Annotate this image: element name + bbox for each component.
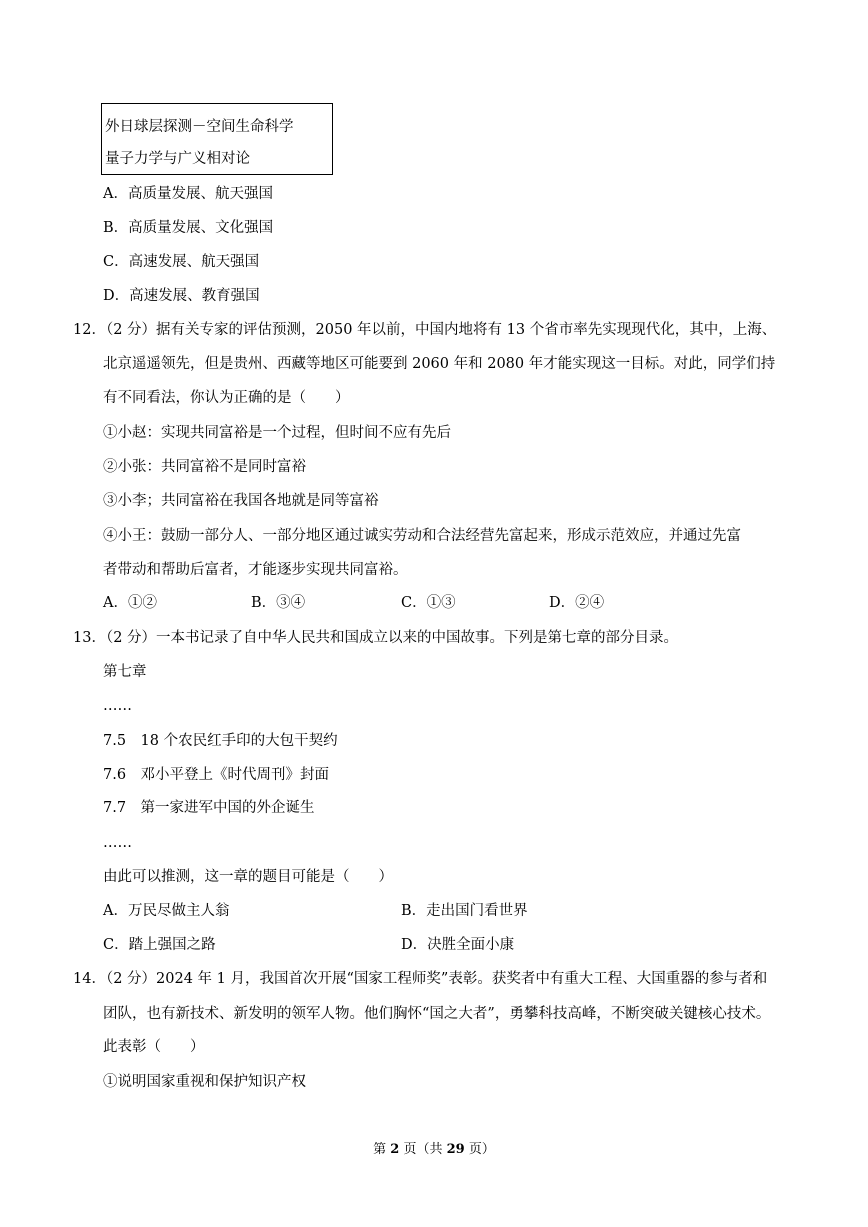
total-pages: 29 xyxy=(446,1142,465,1157)
q12-stem-line-1: 12．（2 分）据有关专家的评估预测，2050 年以前，中国内地将有 13 个省市率先实现现代化，其中，上海、 xyxy=(73,322,777,338)
q13-option-d: D．决胜全面小康 xyxy=(401,937,515,953)
q11-option-c: C．高速发展、航天强国 xyxy=(103,254,260,270)
q12-statement-4-line-2: 者带动和帮助后富者，才能逐步实现共同富裕。 xyxy=(103,562,408,578)
q14-stem-line-3: 此表彰（ ） xyxy=(103,1039,205,1055)
q12-option-a: A．①② xyxy=(103,595,157,611)
q14-stem-line-1: 14．（2 分）2024 年 1 月，我国首次开展“国家工程师奖”表彰。获奖者中有重大工程、大国重器的参与者和 xyxy=(73,971,768,987)
text-box xyxy=(101,103,333,175)
q13-option-a: A．万民尽做主人翁 xyxy=(103,903,230,919)
q12-statement-4-line-1: ④小王：鼓励一部分人、一部分地区通过诚实劳动和合法经营先富起来，形成示范效应，并通过先富 xyxy=(103,528,741,544)
q12-statement-3: ③小李；共同富裕在我国各地就是同等富裕 xyxy=(103,493,379,509)
q13-question: 由此可以推测，这一章的题目可能是（ ） xyxy=(103,869,393,885)
q13-toc-item-1: 7.5 18 个农民红手印的大包干契约 xyxy=(103,733,338,749)
footer-middle: 页（共 xyxy=(403,1142,443,1157)
q14-statement-1: ①说明国家重视和保护知识产权 xyxy=(103,1074,306,1090)
q12-option-d: D．②④ xyxy=(549,595,605,611)
q12-stem-line-2: 北京遥遥领先，但是贵州、西藏等地区可能要到 2060 年和 2080 年才能实现这一目标。对此，同学们持 xyxy=(103,356,776,372)
q13-ellipsis-2: …… xyxy=(103,835,132,851)
q13-stem: 13．（2 分）一本书记录了自中华人民共和国成立以来的中国故事。下列是第七章的部分目录。 xyxy=(73,630,679,646)
q12-stem-line-3: 有不同看法，你认为正确的是（ ） xyxy=(103,390,350,406)
q11-option-b: B．高质量发展、文化强国 xyxy=(103,220,274,236)
q13-option-c: C．踏上强国之路 xyxy=(103,937,216,953)
q12-option-b: B．③④ xyxy=(251,595,306,611)
page-number: 2 xyxy=(390,1142,400,1157)
q13-ellipsis-1: …… xyxy=(103,698,132,714)
q12-statement-1: ①小赵：实现共同富裕是一个过程，但时间不应有先后 xyxy=(103,425,451,441)
box-line-2: 量子力学与广义相对论 xyxy=(105,151,250,167)
q13-toc-item-2: 7.6 邓小平登上《时代周刊》封面 xyxy=(103,767,330,783)
q14-stem-line-2: 团队，也有新技术、新发明的领军人物。他们胸怀“国之大者”，勇攀科技高峰，不断突破关键核心技术。 xyxy=(103,1006,771,1022)
q13-option-b: B．走出国门看世界 xyxy=(401,903,528,919)
page-footer xyxy=(0,1138,868,1157)
q13-toc-item-3: 7.7 第一家进军中国的外企诞生 xyxy=(103,800,315,816)
q11-option-d: D．高速发展、教育强国 xyxy=(103,288,260,304)
q12-statement-2: ②小张：共同富裕不是同时富裕 xyxy=(103,459,306,475)
footer-suffix: 页） xyxy=(468,1142,495,1157)
q12-option-c: C．①③ xyxy=(401,595,456,611)
q11-option-a: A．高质量发展、航天强国 xyxy=(103,186,273,202)
box-line-1: 外日球层探测－空间生命科学 xyxy=(105,119,294,135)
footer-prefix: 第 xyxy=(373,1142,387,1157)
q13-chapter-heading: 第七章 xyxy=(103,664,147,680)
